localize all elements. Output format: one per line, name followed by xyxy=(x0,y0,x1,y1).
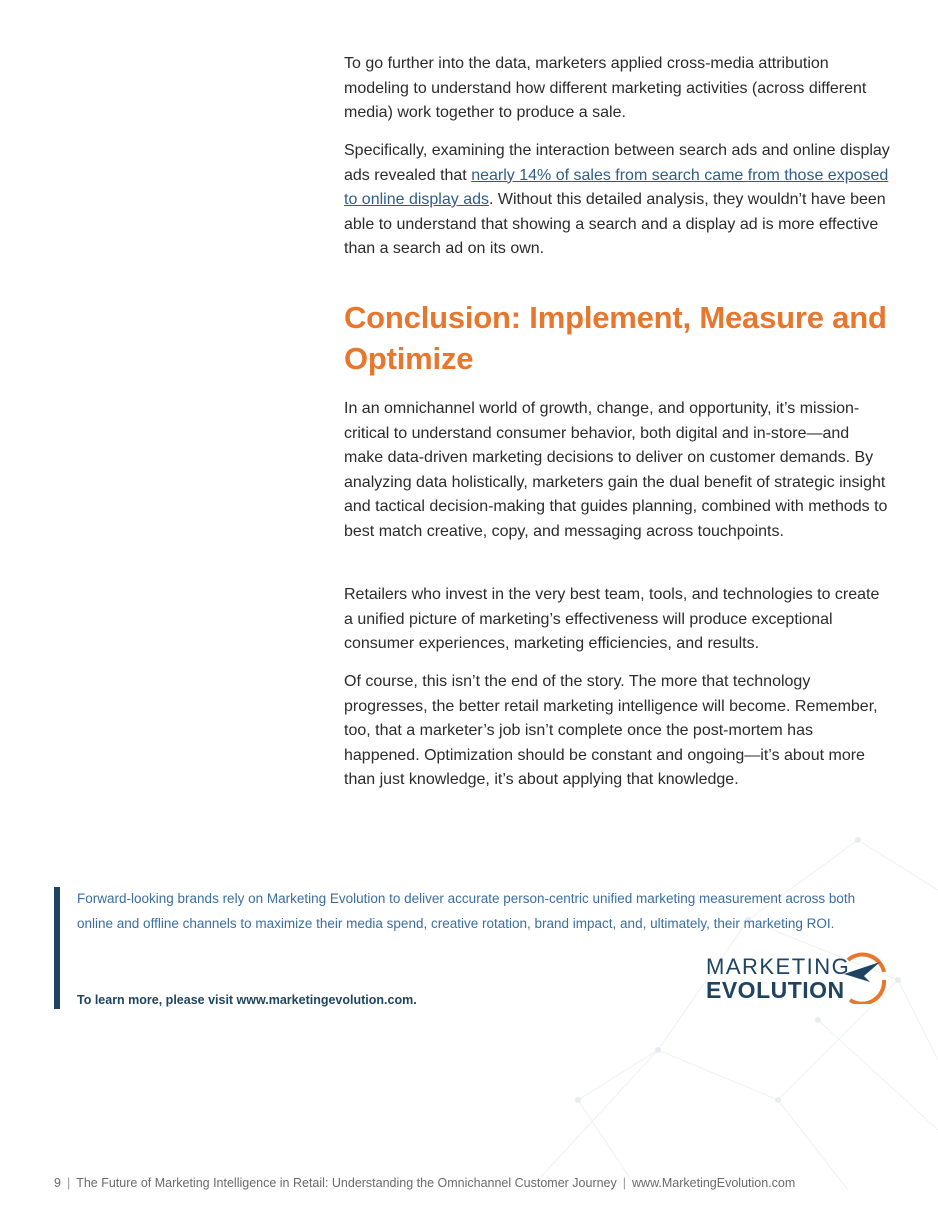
sales-stat-link[interactable]: nearly 14% of sales from search came from those exposed to online display ads xyxy=(344,166,889,208)
footer-separator: | xyxy=(66,1176,71,1190)
page-number: 9 xyxy=(54,1176,61,1190)
arrow-swoosh-icon xyxy=(840,952,888,1004)
paragraph-text: Specifically, examining the interaction between search ads and online display ads revealed that xyxy=(344,142,890,184)
body-paragraph-retailers: Retailers who invest in the very best team, tools, and technologies to create a unified picture of marketing’s effectiveness will produce exceptional consumer experiences, marketing efficiencies, and results. xyxy=(344,586,880,652)
callout-cta-link[interactable]: To learn more, please visit www.marketingevolution.com. xyxy=(77,993,417,1007)
marketing-evolution-logo xyxy=(706,952,886,1008)
logo-text-line1: MARKETING xyxy=(706,954,851,979)
body-paragraph-ongoing: Of course, this isn’t the end of the story. The more that technology progresses, the better retail marketing intelligence will become. Remember, too, that a marketer’s job isn’t complete once the post-mortem has happened. Optimization should be constant and ongoing—it’s about more than just knowledge, it’s about applying that knowledge. xyxy=(344,673,878,788)
callout-text: Forward-looking brands rely on Marketing Evolution to deliver accurate person-centric unified marketing measurement across both online and offline channels to maximize their media spend, creative rotation, brand impact, and, ultimately, their marketing ROI. xyxy=(77,891,856,931)
logo-text-line2: EVOLUTION xyxy=(706,977,845,1003)
footer-separator: | xyxy=(622,1176,627,1190)
paragraph-text: . Without this detailed analysis, they wouldn’t have been able to understand that showing a search and a display ad is more effective than a search ad on its own. xyxy=(344,191,886,257)
body-paragraph-search-display xyxy=(344,139,892,262)
footer-url-link[interactable]: www.MarketingEvolution.com xyxy=(632,1176,796,1190)
body-paragraph-attribution: To go further into the data, marketers applied cross-media attribution modeling to understand how different marketing activities (across different media) work together to produce a sale. xyxy=(344,55,867,121)
body-paragraph-omnichannel: In an omnichannel world of growth, change, and opportunity, it’s mission-critical to understand consumer behavior, both digital and in-store—and make data-driven marketing decisions to deliver on customer demands. By analyzing data holistically, marketers gain the dual benefit of strategic insight and tactical decision-making that guides planning, combined with methods to best match creative, copy, and messaging across touchpoints. xyxy=(344,400,888,540)
section-heading: Conclusion: Implement, Measure and Optimize xyxy=(344,300,887,376)
document-title: The Future of Marketing Intelligence in Retail: Understanding the Omnichannel Customer Journey xyxy=(76,1176,617,1190)
page-footer xyxy=(54,1176,795,1190)
